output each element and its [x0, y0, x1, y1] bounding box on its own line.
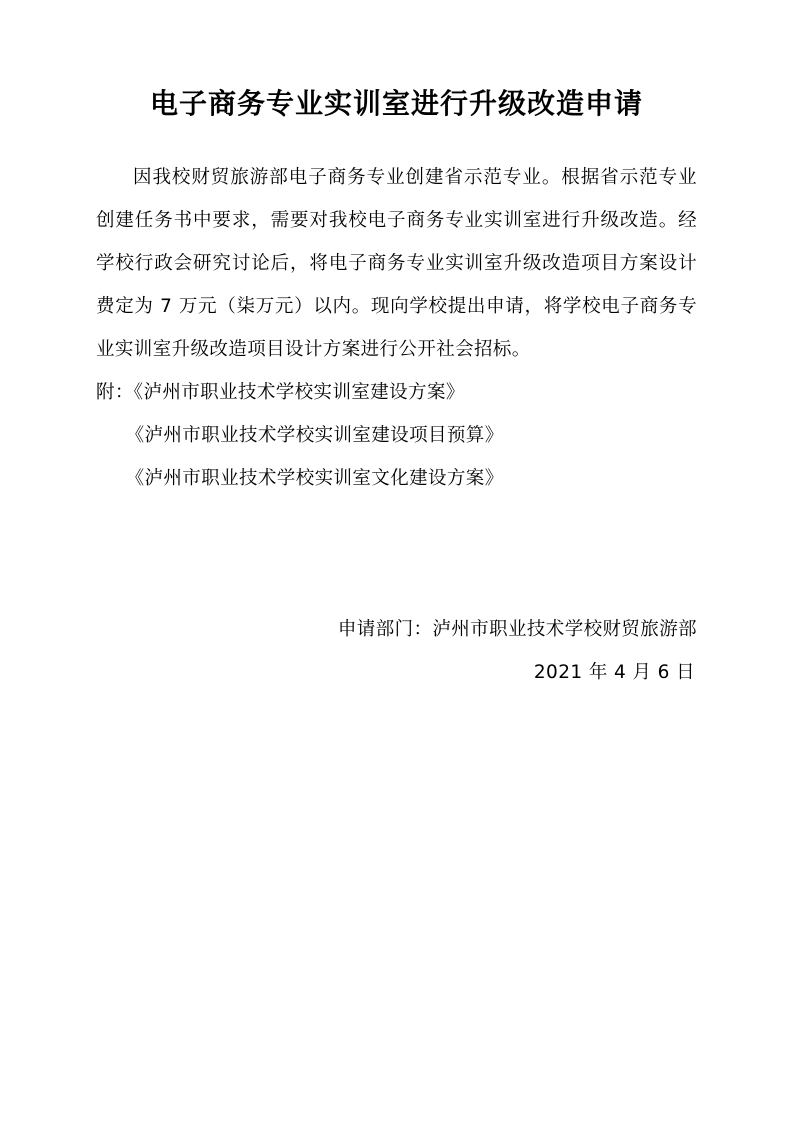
signature-block	[96, 608, 697, 694]
signature-department: 申请部门：泸州市职业技术学校财贸旅游部	[337, 619, 697, 641]
attachment-item: 《泸州市职业技术学校实训室建设项目预算》	[125, 425, 504, 447]
attachment-label: 附：《泸州市职业技术学校实训室建设方案》	[96, 382, 465, 404]
attachments-block	[96, 371, 697, 500]
attachment-item: 《泸州市职业技术学校实训室文化建设方案》	[125, 468, 504, 490]
body-paragraph: 因我校财贸旅游部电子商务专业创建省示范专业。根据省示范专业创建任务书中要求，需要对我校电子商务专业实训室进行升级改造。经学校行政会研究讨论后，将电子商务专业实训室升级改造项目方案设计费定为 7 万元（柒万元）以内。现向学校提出申请，将学校电子商务专业实训室升级改造项目设计方案进行公开社会招标。	[96, 167, 697, 361]
page-title: 电子商务专业实训室进行升级改造申请	[149, 87, 643, 120]
signature-date: 2021 年 4 月 6 日	[533, 662, 695, 684]
document-body	[96, 156, 697, 371]
